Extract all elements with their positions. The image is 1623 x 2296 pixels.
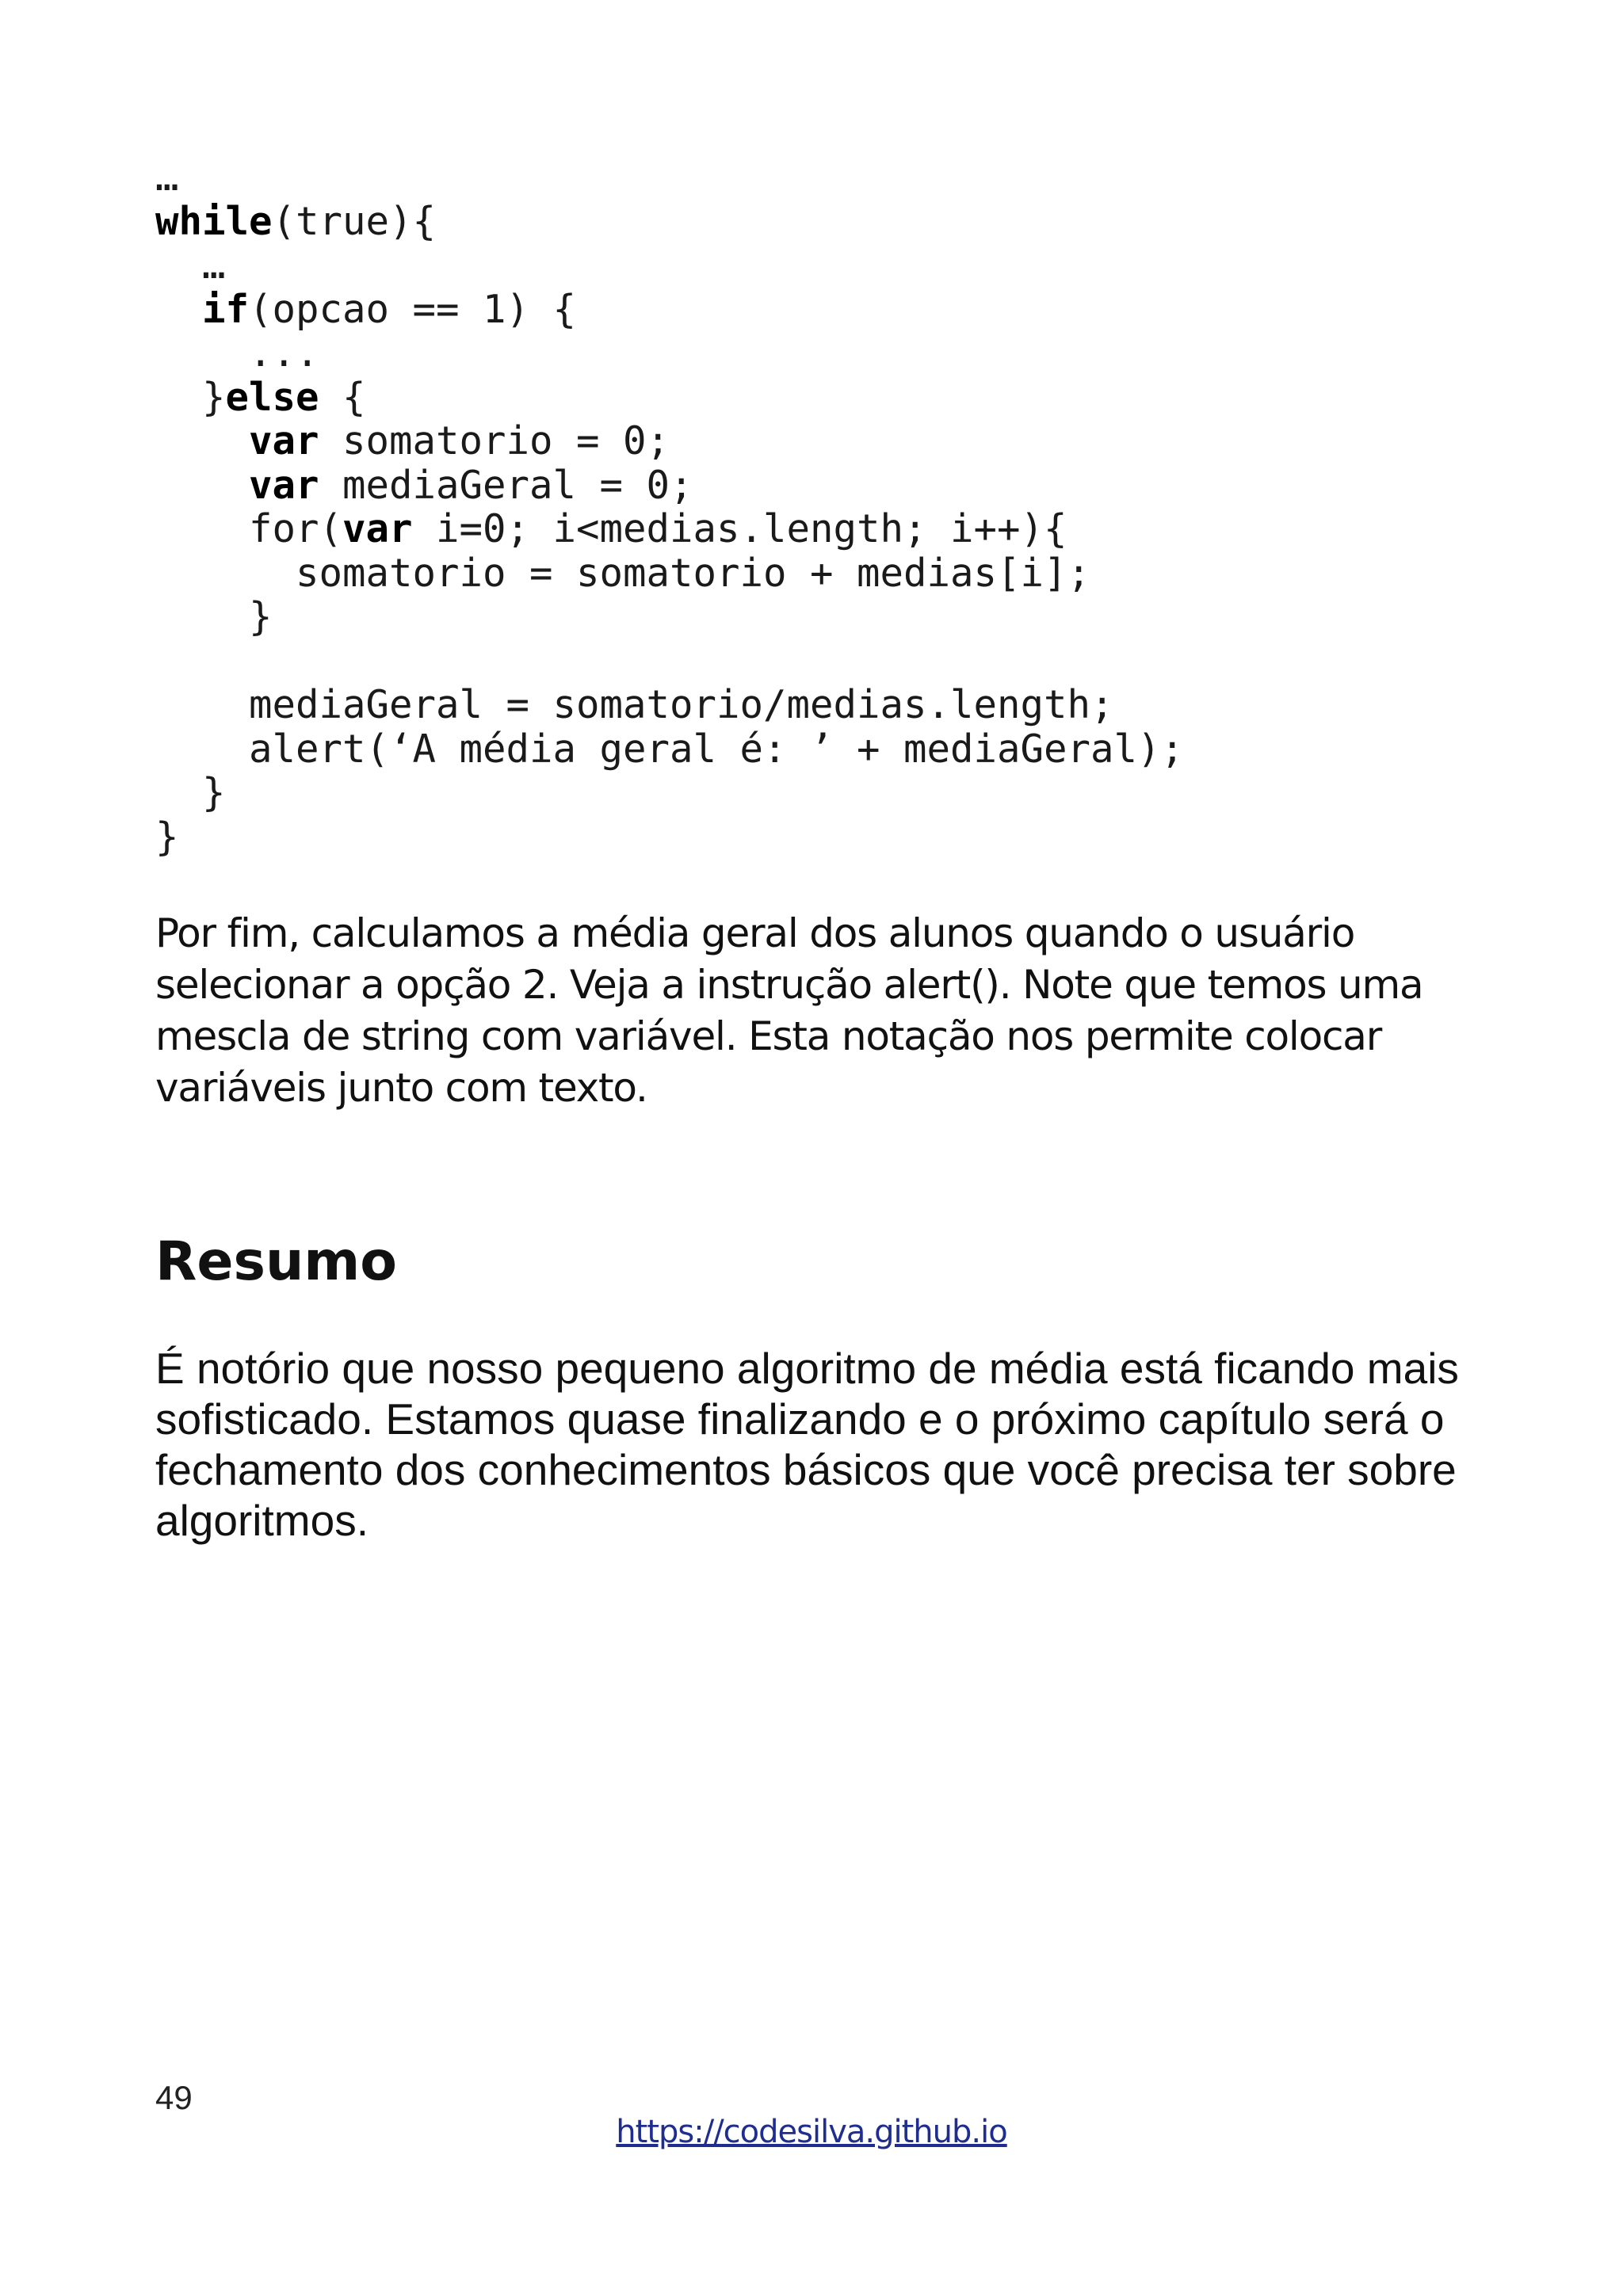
code-text: alert(‘A média geral é: ’ + mediaGeral); <box>155 726 1185 772</box>
code-text: … <box>155 154 179 200</box>
code-text: … <box>155 242 226 288</box>
code-line <box>155 200 1184 244</box>
code-text <box>155 463 249 508</box>
code-line <box>155 243 1184 288</box>
code-text: } <box>155 374 226 420</box>
code-text: i=0; i<medias.length; i++){ <box>412 506 1067 551</box>
code-text: ... <box>155 330 319 376</box>
code-line <box>155 815 1184 860</box>
code-keyword: var <box>249 418 319 463</box>
code-line <box>155 683 1184 727</box>
code-text: { <box>319 374 366 420</box>
code-text: } <box>155 770 226 815</box>
code-text <box>155 418 249 463</box>
section-heading: Resumo <box>155 1230 397 1293</box>
code-line <box>155 639 1184 684</box>
code-line <box>155 288 1184 332</box>
code-block <box>155 155 1184 859</box>
code-line <box>155 551 1184 596</box>
code-keyword: while <box>155 198 273 244</box>
code-line <box>155 419 1184 463</box>
code-text: } <box>155 814 179 860</box>
code-text: somatorio = 0; <box>319 418 670 463</box>
code-line <box>155 331 1184 376</box>
body-paragraph: Por fim, calculamos a média geral dos alunos quando o usuário selecionar a opção 2. Veja a instrução alert(). Note que temos uma mescla de string com variável. Esta notação nos permite colocar variáveis junto com texto. <box>155 910 1423 1111</box>
code-text: } <box>155 594 273 639</box>
code-line <box>155 595 1184 639</box>
code-text: (opcao == 1) { <box>249 286 577 332</box>
code-keyword: var <box>249 462 319 508</box>
code-line <box>155 155 1184 200</box>
page-number: 49 <box>155 2079 193 2116</box>
code-line <box>155 507 1184 551</box>
code-text: for( <box>155 506 343 551</box>
code-text: mediaGeral = 0; <box>319 462 693 508</box>
code-text: (true){ <box>272 198 437 244</box>
footer-link[interactable]: https://codesilva.github.io <box>616 2114 1007 2150</box>
code-keyword: var <box>342 506 413 551</box>
code-line <box>155 727 1184 772</box>
code-line <box>155 771 1184 815</box>
code-keyword: if <box>202 286 250 332</box>
code-text: somatorio = somatorio + medias[i]; <box>155 550 1091 596</box>
code-text <box>155 287 202 332</box>
code-text: mediaGeral = somatorio/medias.length; <box>155 682 1114 727</box>
code-line <box>155 376 1184 420</box>
summary-paragraph: É notório que nosso pequeno algoritmo de média está ficando mais sofisticado. Estamos quase finalizando e o próximo capítulo será o fechamento dos conhecimentos básicos que você precisa ter sobre algoritmos. <box>155 1344 1459 1545</box>
code-keyword: else <box>225 374 319 420</box>
code-line <box>155 463 1184 508</box>
